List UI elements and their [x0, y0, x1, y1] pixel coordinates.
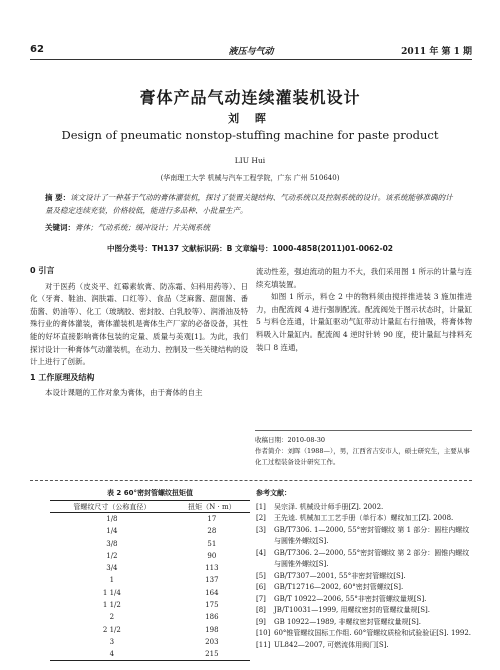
table-cell: 4 — [50, 648, 174, 660]
journal-name: 液压与气动 — [228, 47, 274, 57]
table-header: 扭矩（N · m） — [174, 501, 250, 513]
reference-item — [256, 513, 472, 525]
footnote — [255, 430, 472, 468]
table-row — [50, 648, 250, 660]
right-paragraph-1: 流动性差，强迫流动的阻力不大，我们采用图 1 所示的计量与连续充填装置。 — [256, 267, 472, 289]
section1-paragraph: 本设计课题的工作对象为膏体，由于膏体的自主 — [45, 388, 203, 398]
keywords — [45, 222, 455, 233]
table-cell: 1 1/4 — [102, 588, 121, 597]
abstract — [45, 192, 455, 217]
table-cell: 164 — [205, 588, 219, 597]
reference-number: [1] — [256, 502, 266, 511]
table-cell: 113 — [205, 564, 219, 573]
reference-text: GB/T7306. 2—2000, 55°密封管螺纹 第 2 部分：圆锥内螺纹与圆锥外螺纹[S]. — [274, 548, 470, 568]
paper-title: 膏体产品气动连续灌装机设计 — [139, 88, 361, 107]
reference-text: JB/T10031—1999, 用螺纹密封的管螺纹量规[S]. — [274, 606, 430, 614]
reference-text: GB/T7306. 1—2000, 55°密封管螺纹 第 1 部分：圆柱内螺纹与圆锥外螺纹[S]. — [274, 525, 470, 545]
reference-number: [7] — [256, 594, 266, 603]
reference-number: [10] — [256, 629, 271, 637]
english-title: Design of pneumatic nonstop-stuffing machine for paste product — [61, 128, 439, 142]
table-row — [50, 599, 250, 611]
table-row — [50, 550, 250, 562]
intro-paragraph: 对于医药（皮炎平、红霉素软膏、防冻霜、妇科用药等）、日化（牙膏、鞋油、润肤霜、口红等）、食品（芝麻酱、甜面酱、番茄酱、奶油等）、化工（玻璃胶、密封胶、白乳胶等）、润滑油及特殊行业的膏体灌装，膏体灌装机是膏体生产厂家的必备设备，其性能的好坏直接影响膏体包装的定量、质量与美观[1]。为此，我们探讨设计一种膏体气动灌装机，在动力、控制及一些关键结构的设计上进行了创新。 — [30, 281, 248, 367]
reference-item — [256, 594, 472, 606]
table-cell: 198 — [205, 625, 219, 634]
reference-number: [11] — [256, 640, 271, 649]
keywords-text: 膏体；气动系统；缓冲设计；片关阀系统 — [75, 223, 210, 232]
reference-text: 60°锥管螺纹国标工作组. 60°管螺纹质检和试验验证[S]. 1992. — [274, 629, 472, 637]
table-cell: 2 — [109, 613, 115, 622]
reference-text: 王先逵. 机械加工工艺手册（单行本）螺纹加工[Z]. 2008. — [274, 514, 454, 522]
reference-item — [256, 582, 472, 594]
header-rule — [30, 59, 472, 60]
reference-text: UL842—2007, 可燃流体用阀门[S]. — [274, 640, 389, 649]
page-number: 62 — [30, 44, 44, 55]
abstract-text: 该文设计了一种基于气动的膏体灌装机，探讨了装置关键结构、气动系统以及控制系统的设计。该系统能够准确的计量及稳定连续充装，价格较低，能进行多品种、小批量生产。 — [45, 193, 453, 215]
table-row — [50, 611, 250, 623]
reference-text: 吴宗泽. 机械设计师手册[Z]. 2002. — [274, 502, 384, 511]
table-cell: 203 — [205, 637, 219, 646]
reference-item — [256, 628, 472, 640]
references — [256, 488, 472, 651]
reference-text: GB 10922—1989, 非螺纹密封管螺纹量规[S]. — [274, 617, 421, 626]
table-row — [50, 636, 250, 648]
reference-item — [256, 571, 472, 583]
table-cell: 1/2 — [106, 551, 118, 560]
abstract-label: 摘 要： — [45, 193, 71, 202]
reference-text: GB/T7307—2001, 55°非密封管螺纹[S]. — [274, 571, 406, 580]
table-cell: 137 — [205, 576, 219, 585]
table-cell: 3 — [109, 637, 115, 646]
reference-number: [5] — [256, 571, 266, 580]
references-heading: 参考文献： — [256, 489, 291, 497]
issue-label: 2011 年 第 1 期 — [401, 47, 472, 57]
table-cell: 3/8 — [106, 539, 118, 548]
section-separator — [30, 480, 472, 481]
table-cell: 175 — [205, 601, 219, 610]
reference-item — [256, 617, 472, 629]
reference-text: GB/T 10922—2006, 55°非密封管螺纹量规[S]. — [274, 594, 427, 603]
table-cell: 215 — [174, 648, 250, 660]
reference-number: [3] — [256, 525, 266, 534]
english-author: LIU Hui — [234, 156, 266, 165]
table-row — [50, 574, 250, 586]
table-cell: 1/4 — [106, 527, 118, 536]
table-cell: 51 — [207, 539, 217, 548]
reference-number: [4] — [256, 548, 266, 557]
running-header — [30, 44, 472, 58]
table-cell: 1 — [109, 576, 115, 585]
table-row — [50, 525, 250, 537]
reference-item — [256, 640, 472, 652]
table-cell: 28 — [207, 527, 217, 536]
table-cell: 2 1/2 — [102, 625, 121, 634]
table-row — [50, 587, 250, 599]
table-header-row — [50, 501, 250, 513]
reference-number: [6] — [256, 583, 266, 591]
left-column — [30, 262, 248, 400]
received-date: 收稿日期：2010-08-30 — [255, 436, 325, 444]
section1-heading: 1 工作原理及结构 — [30, 372, 95, 382]
table-row — [50, 562, 250, 574]
table-cell: 1 1/2 — [102, 601, 121, 610]
reference-number: [2] — [256, 514, 266, 522]
reference-number: [9] — [256, 617, 266, 626]
reference-number: [8] — [256, 606, 266, 614]
author-name: 刘 晖 — [228, 112, 272, 125]
table-cell: 3/4 — [106, 564, 118, 573]
affiliation: (华南理工大学 机械与汽车工程学院，广东 广州 510640) — [160, 174, 340, 182]
right-paragraph-2: 如图 1 所示，料仓 2 中的物料须由搅拌推进装 3 施加推进力，由配流阀 4 进行强制配流。配流阀处于图示状态时，计量缸 5 与料仓连通，计量缸驱动气缸带动计量缸右行抽吸，将膏体物料吸入计量缸内。配流阀 4 逆时针转 90 度，使计量缸与排料充装口 8 连通， — [256, 292, 472, 352]
table-cell: 186 — [205, 613, 219, 622]
reference-item — [256, 502, 472, 514]
table-cell: 90 — [207, 551, 217, 560]
table-row — [50, 513, 250, 525]
right-column — [256, 266, 472, 354]
classification-line: 中图分类号：TH137 文献标识码：B 文章编号：1000-4858(2011)01-0062-02 — [106, 244, 394, 253]
reference-item — [256, 525, 472, 548]
table-row — [50, 623, 250, 635]
torque-table — [50, 500, 250, 661]
table-cell: 17 — [207, 515, 217, 524]
author-bio: 作者简介：刘晖（1988—），男，江西省吉安市人，硕士研究生，主要从事化工过程装备设计研究工作。 — [255, 447, 470, 466]
reference-item — [256, 548, 472, 571]
intro-heading: 0 引言 — [30, 266, 55, 275]
keywords-label: 关键词： — [45, 223, 75, 232]
table-caption: 表 2 60°密封管螺纹扭矩值 — [107, 489, 193, 497]
reference-item — [256, 605, 472, 617]
reference-text: GB/T12716—2002, 60°密封管螺纹[S]. — [274, 583, 404, 591]
table-row — [50, 537, 250, 549]
table-header: 管螺纹尺寸（公称直径） — [50, 501, 174, 513]
table-cell: 1/8 — [106, 515, 118, 524]
